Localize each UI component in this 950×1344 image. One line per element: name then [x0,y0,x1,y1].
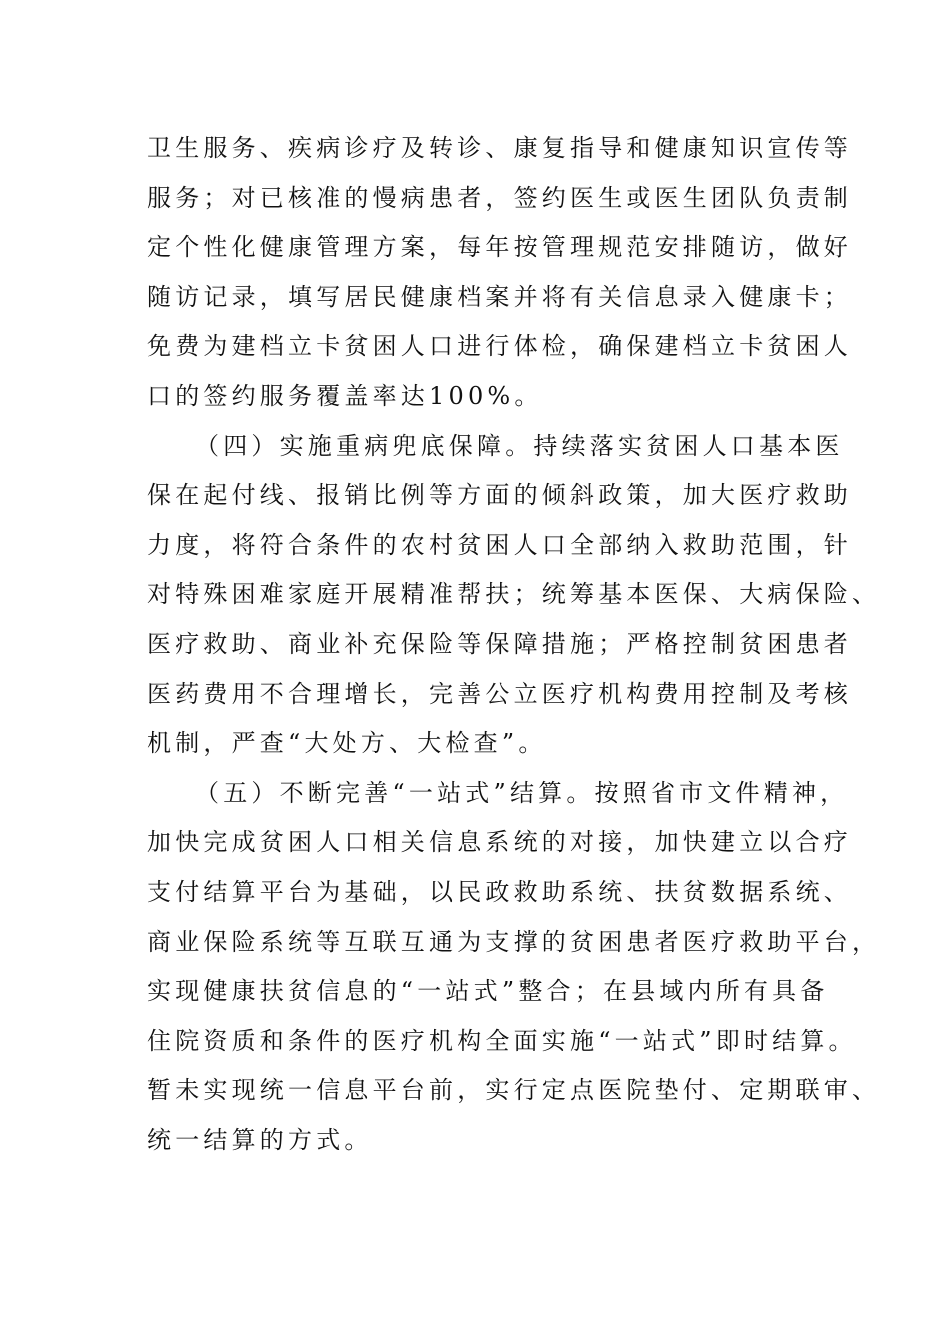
text-line: 免费为建档立卡贫困人口进行体检，确保建档立卡贫困人 [147,332,852,361]
paragraph-start-line: （四）实施重病兜底保障。持续落实贫困人口基本医 [195,431,844,460]
text-line: 力度，将符合条件的农村贫困人口全部纳入救助范围，针 [147,530,852,559]
paragraph-start-line: （五）不断完善“一站式”结算。按照省市文件精神， [195,778,849,807]
text-line: 医药费用不合理增长，完善公立医疗机构费用控制及考核 [147,679,852,708]
text-line: 口的签约服务覆盖率达100%。 [147,381,543,410]
text-line: 支付结算平台为基础，以民政救助系统、扶贫数据系统、 [147,877,852,906]
text-line: 机制，严查“大处方、大检查”。 [147,729,547,758]
text-line: 对特殊困难家庭开展精准帮扶；统筹基本医保、大病保险、 [147,580,881,609]
text-line: 统一结算的方式。 [147,1125,373,1154]
text-line: 商业保险系统等互联互通为支撑的贫困患者医疗救助平台， [147,927,881,956]
text-line: 定个性化健康管理方案，每年按管理规范安排随访，做好 [147,233,852,262]
text-line: 暂未实现统一信息平台前，实行定点医院垫付、定期联审、 [147,1076,881,1105]
text-line: 加快完成贫困人口相关信息系统的对接，加快建立以合疗 [147,828,852,857]
text-line: 保在起付线、报销比例等方面的倾斜政策，加大医疗救助 [147,481,852,510]
document-body [147,124,881,1165]
text-line: 医疗救助、商业补充保险等保障措施；严格控制贫困患者 [147,629,852,658]
text-line: 随访记录，填写居民健康档案并将有关信息录入健康卡； [147,282,852,311]
text-line: 住院资质和条件的医疗机构全面实施“一站式”即时结算。 [147,1026,857,1055]
text-line: 卫生服务、疾病诊疗及转诊、康复指导和健康知识宣传等 [147,134,852,162]
text-line: 服务；对已核准的慢病患者，签约医生或医生团队负责制 [147,183,852,212]
text-line: 实现健康扶贫信息的“一站式”整合；在县域内所有具备 [147,977,829,1006]
